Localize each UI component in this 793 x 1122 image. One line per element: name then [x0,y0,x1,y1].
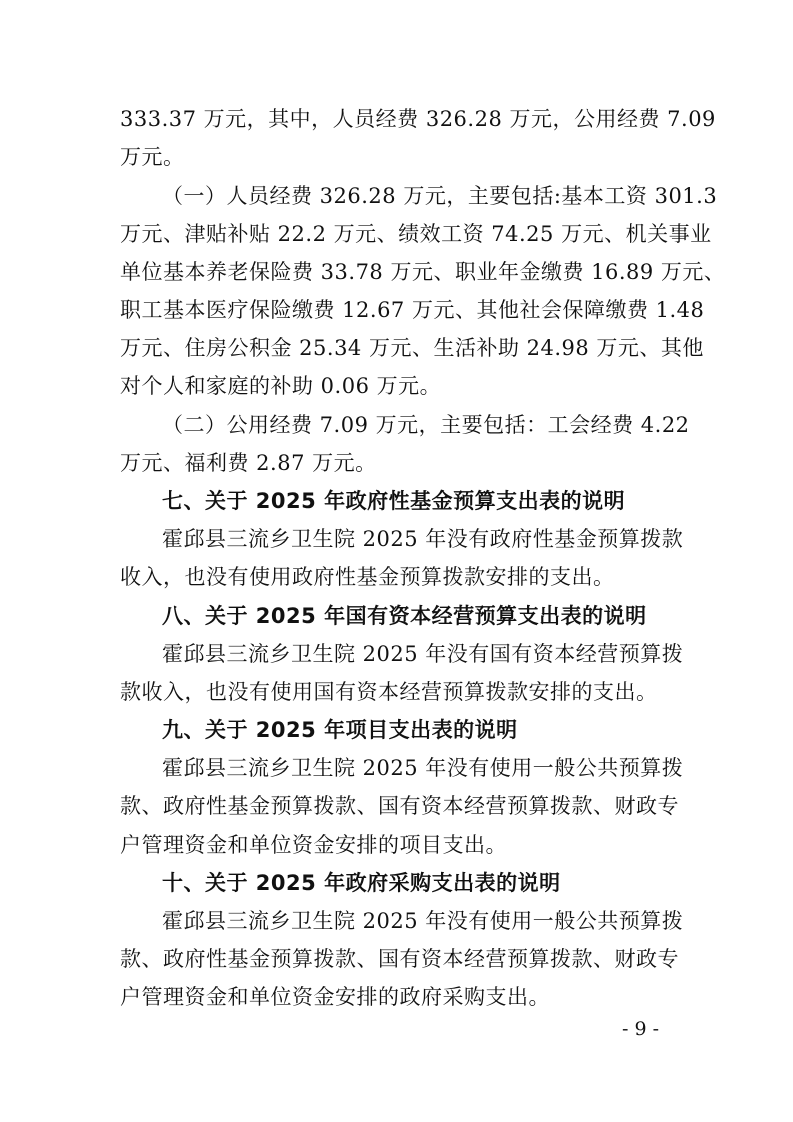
body-text-line: 款收入，也没有使用国有资本经营预算拨款安排的支出。 [120,680,658,704]
body-text-line: 霍邱县三流乡卫生院 2025 年没有国有资本经营预算拨 [162,642,684,666]
body-text-line: 户管理资金和单位资金安排的项目支出。 [120,833,507,857]
body-text-line: 霍邱县三流乡卫生院 2025 年没有使用一般公共预算拨 [162,756,684,780]
body-text-line: 对个人和家庭的补助 0.06 万元。 [120,374,442,398]
body-text-line: 职工基本医疗保险缴费 12.67 万元、其他社会保障缴费 1.48 [120,298,705,322]
body-text-line: （一）人员经费 326.28 万元，主要包括:基本工资 301.3 [162,184,718,208]
body-text-line: 单位基本养老保险费 33.78 万元、职业年金缴费 16.89 万元、 [120,260,726,284]
body-text-line: 霍邱县三流乡卫生院 2025 年没有使用一般公共预算拨 [162,909,684,933]
body-text-line: 333.37 万元，其中，人员经费 326.28 万元，公用经费 7.09 [120,107,716,131]
body-text-line: 万元、福利费 2.87 万元。 [120,451,377,475]
body-text-line: 万元。 [120,145,185,169]
body-text-line: 万元、津贴补贴 22.2 万元、绩效工资 74.25 万元、机关事业 [120,222,712,246]
body-text-line: 万元、住房公积金 25.34 万元、生活补助 24.98 万元、其他 [120,336,704,360]
page-number: - 9 - [622,1018,660,1040]
body-text-line: （二）公用经费 7.09 万元，主要包括：工会经费 4.22 [162,413,690,437]
body-text-line: 户管理资金和单位资金安排的政府采购支出。 [120,985,550,1009]
body-text-line: 款、政府性基金预算拨款、国有资本经营预算拨款、财政专 [120,947,679,971]
section-heading: 八、关于 2025 年国有资本经营预算支出表的说明 [162,604,647,628]
body-text-line: 霍邱县三流乡卫生院 2025 年没有政府性基金预算拨款 [162,527,684,551]
section-heading: 七、关于 2025 年政府性基金预算支出表的说明 [162,489,626,513]
body-text-line: 款、政府性基金预算拨款、国有资本经营预算拨款、财政专 [120,794,679,818]
body-text-line: 收入，也没有使用政府性基金预算拨款安排的支出。 [120,565,615,589]
section-heading: 十、关于 2025 年政府采购支出表的说明 [162,871,561,895]
section-heading: 九、关于 2025 年项目支出表的说明 [162,718,518,742]
